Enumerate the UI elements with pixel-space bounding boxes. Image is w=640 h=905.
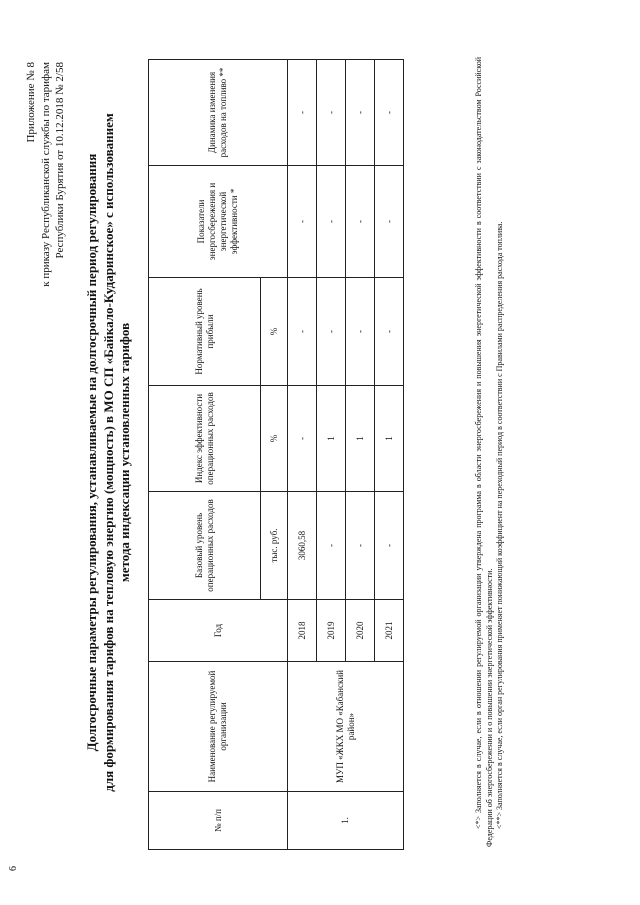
profit-cell: - bbox=[346, 278, 375, 386]
fuel-cell: - bbox=[288, 60, 317, 166]
footnotes bbox=[474, 57, 506, 847]
profit-cell: - bbox=[375, 278, 404, 386]
parameters-table bbox=[148, 59, 404, 850]
appendix-header bbox=[24, 62, 68, 287]
header-year: Год bbox=[149, 600, 288, 662]
header-org: Наименование регулируемой организации bbox=[149, 662, 288, 792]
row-number: 1. bbox=[288, 792, 404, 850]
organization-name: МУП «ЖКХ МО «Кабанский район» bbox=[288, 662, 404, 792]
header-base: Базовый уровень операционных расходов bbox=[149, 492, 261, 600]
header-row bbox=[149, 60, 261, 850]
header-profit: Нормативный уровень прибыли bbox=[149, 278, 261, 386]
base-cell: - bbox=[375, 492, 404, 600]
appendix-line: Республики Бурятия от 10.12.2018 № 2/58 bbox=[54, 62, 66, 259]
energy-cell: - bbox=[288, 166, 317, 278]
index-cell: - bbox=[288, 386, 317, 492]
unit-base: тыс. руб. bbox=[261, 492, 288, 600]
header-index: Индекс эффективности операционных расходов bbox=[149, 386, 261, 492]
footnote: <*> Заполняется в случае, если в отношении регулируемой организации утверждена программа в области энергосбережения и повышения энергетической эффективности в соответствии с законодательством Российской Федерации об энергосбережении и о повышении энергетической эффективности. bbox=[474, 57, 494, 847]
energy-cell: - bbox=[346, 166, 375, 278]
base-cell: 3060,58 bbox=[288, 492, 317, 600]
profit-cell: - bbox=[288, 278, 317, 386]
title-line: Долгосрочные параметры регулирования, устанавливаемые на долгосрочный период регулирования bbox=[84, 153, 99, 752]
appendix-line: Приложение № 8 bbox=[25, 62, 37, 143]
index-cell: 1 bbox=[375, 386, 404, 492]
year-cell: 2018 bbox=[288, 600, 317, 662]
base-cell: - bbox=[317, 492, 346, 600]
base-cell: - bbox=[346, 492, 375, 600]
page-number: 6 bbox=[8, 866, 19, 871]
title-line: для формирования тарифов на тепловую энергию (мощность) в МО СП «Байкало-Кударинское» с использованием bbox=[100, 113, 116, 792]
header-fuel: Динамика изменения расходов на топливо ** bbox=[149, 60, 288, 166]
footnote: <**> Заполняется в случае, если орган регулирования применяет понижающий коэффициент на переходный период в соответствии с Правилами распределения расхода топлива. bbox=[495, 221, 504, 829]
fuel-cell: - bbox=[375, 60, 404, 166]
title-line: метода индексации установленных тарифов bbox=[117, 322, 132, 583]
year-cell: 2019 bbox=[317, 600, 346, 662]
year-cell: 2020 bbox=[346, 600, 375, 662]
table-row bbox=[288, 60, 317, 850]
fuel-cell: - bbox=[346, 60, 375, 166]
fuel-cell: - bbox=[317, 60, 346, 166]
index-cell: 1 bbox=[317, 386, 346, 492]
header-energy: Показатели энергосбережения и энергетической эффективности * bbox=[149, 166, 288, 278]
profit-cell: - bbox=[317, 278, 346, 386]
unit-profit: % bbox=[261, 278, 288, 386]
index-cell: 1 bbox=[346, 386, 375, 492]
header-num: № п/п bbox=[149, 792, 288, 850]
energy-cell: - bbox=[375, 166, 404, 278]
appendix-line: к приказу Республиканской службы по тарифам bbox=[39, 62, 52, 287]
unit-index: % bbox=[261, 386, 288, 492]
energy-cell: - bbox=[317, 166, 346, 278]
year-cell: 2021 bbox=[375, 600, 404, 662]
document-title bbox=[84, 60, 134, 845]
